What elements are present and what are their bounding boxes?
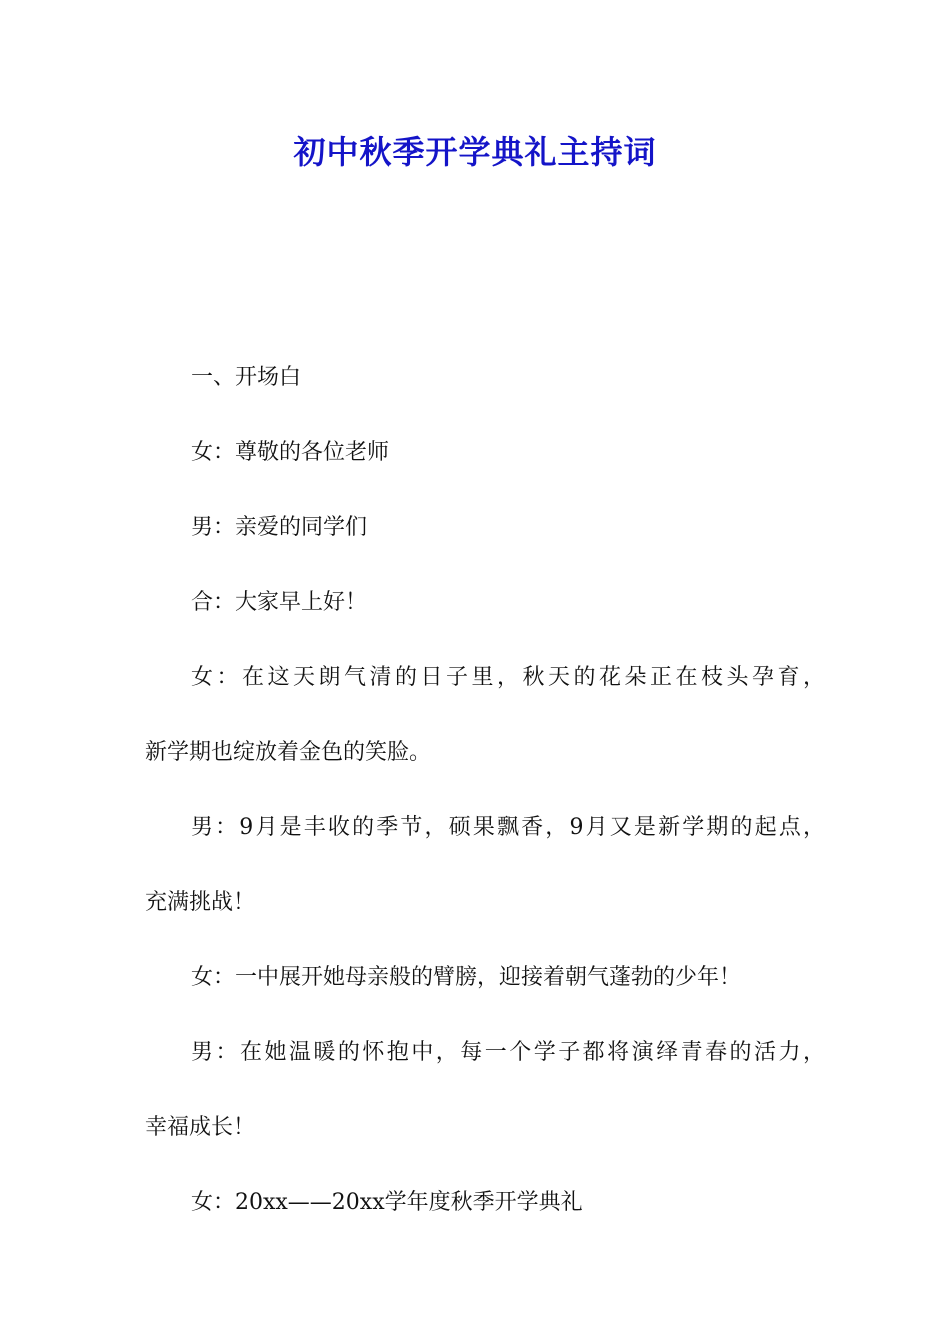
paragraph-line: 合：大家早上好！ xyxy=(191,590,368,615)
paragraph-line: 男：亲爱的同学们 xyxy=(191,515,368,540)
paragraph-line: 男：在她温暖的怀抱中，每一个学子都将演绎青春的活力， xyxy=(191,1040,825,1065)
paragraph-line: 女：20xx——20xx学年度秋季开学典礼 xyxy=(191,1190,583,1215)
paragraph-line: 幸福成长！ xyxy=(145,1115,256,1140)
paragraph-line: 女：在这天朗气清的日子里，秋天的花朵正在枝头孕育， xyxy=(191,665,825,690)
paragraph-line: 女：一中展开她母亲般的臂膀，迎接着朝气蓬勃的少年！ xyxy=(191,965,742,990)
paragraph-line: 女：尊敬的各位老师 xyxy=(191,440,390,465)
paragraph-line: 新学期也绽放着金色的笑脸。 xyxy=(145,740,432,765)
document-title: 初中秋季开学典礼主持词 xyxy=(293,133,657,171)
paragraph-line: 充满挑战！ xyxy=(145,890,256,915)
document-body xyxy=(145,340,825,1240)
section-heading: 一、开场白 xyxy=(191,365,302,390)
paragraph-line: 男：9月是丰收的季节，硕果飘香，9月又是新学期的起点， xyxy=(191,815,825,840)
